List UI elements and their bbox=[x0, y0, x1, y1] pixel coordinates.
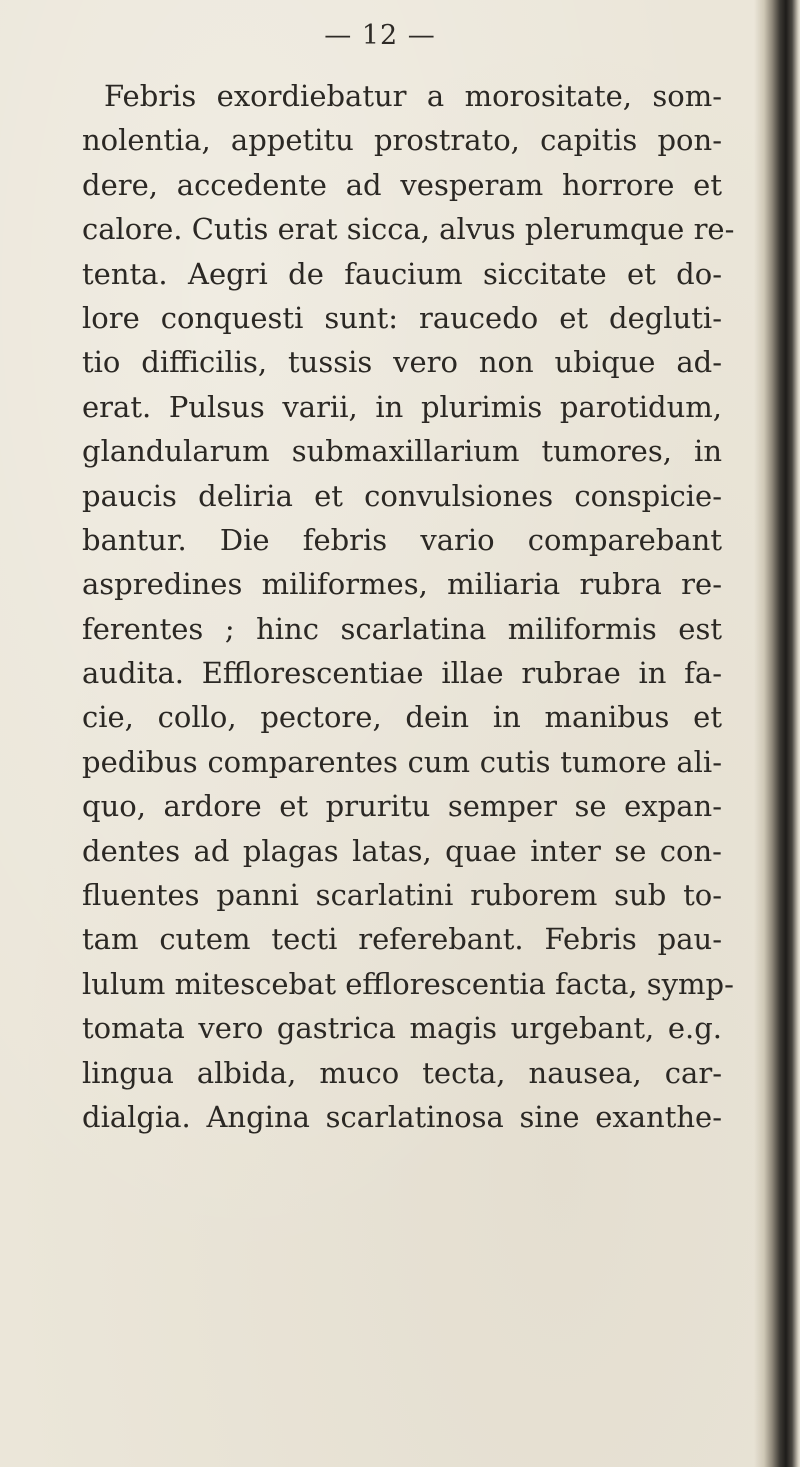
page-number: — 12 — bbox=[324, 20, 436, 51]
text-line: paucis deliria et convulsiones conspicie- bbox=[82, 478, 722, 513]
text-line: tam cutem tecti referebant. Febris pau- bbox=[82, 922, 722, 957]
text-line: fluentes panni scarlatini ruborem sub to- bbox=[82, 878, 722, 913]
text-line: bantur. Die febris vario comparebant bbox=[82, 522, 722, 557]
text-line: aspredines miliformes, miliaria rubra re- bbox=[82, 567, 722, 602]
text-line: erat. Pulsus varii, in plurimis parotidum, bbox=[82, 389, 722, 424]
text-line: tio difficilis, tussis vero non ubique ad- bbox=[82, 345, 722, 380]
text-line: dialgia. Angina scarlatinosa sine exanthe- bbox=[82, 1099, 722, 1134]
text-line: nolentia, appetitu prostrato, capitis pon- bbox=[82, 123, 722, 158]
text-line: Febris exordiebatur a morositate, som- bbox=[104, 79, 722, 113]
text-line: tomata vero gastrica magis urgebant, e.g. bbox=[82, 1011, 722, 1046]
book-binding-edge bbox=[754, 0, 800, 1467]
text-line: dere, accedente ad vesperam horrore et bbox=[82, 167, 722, 202]
body-paragraph bbox=[82, 74, 735, 1139]
text-line: pedibus comparentes cum cutis tumore ali- bbox=[82, 744, 722, 779]
text-line: audita. Efflorescentiae illae rubrae in fa- bbox=[82, 656, 722, 691]
text-line: ferentes ; hinc scarlatina miliformis est bbox=[82, 611, 722, 646]
text-line: quo, ardore et pruritu semper se expan- bbox=[82, 789, 722, 824]
text-line: calore. Cutis erat sicca, alvus plerumque re- bbox=[82, 212, 735, 247]
text-line: lulum mitescebat efflorescentia facta, symp- bbox=[82, 966, 734, 1001]
text-line: cie, collo, pectore, dein in manibus et bbox=[82, 700, 722, 735]
text-line: lingua albida, muco tecta, nausea, car- bbox=[82, 1055, 722, 1090]
text-line: dentes ad plagas latas, quae inter se con- bbox=[82, 833, 722, 868]
text-line: tenta. Aegri de faucium siccitate et do- bbox=[82, 256, 722, 291]
text-line: glandularum submaxillarium tumores, in bbox=[82, 434, 722, 469]
text-line: lore conquesti sunt: raucedo et degluti- bbox=[82, 300, 722, 335]
